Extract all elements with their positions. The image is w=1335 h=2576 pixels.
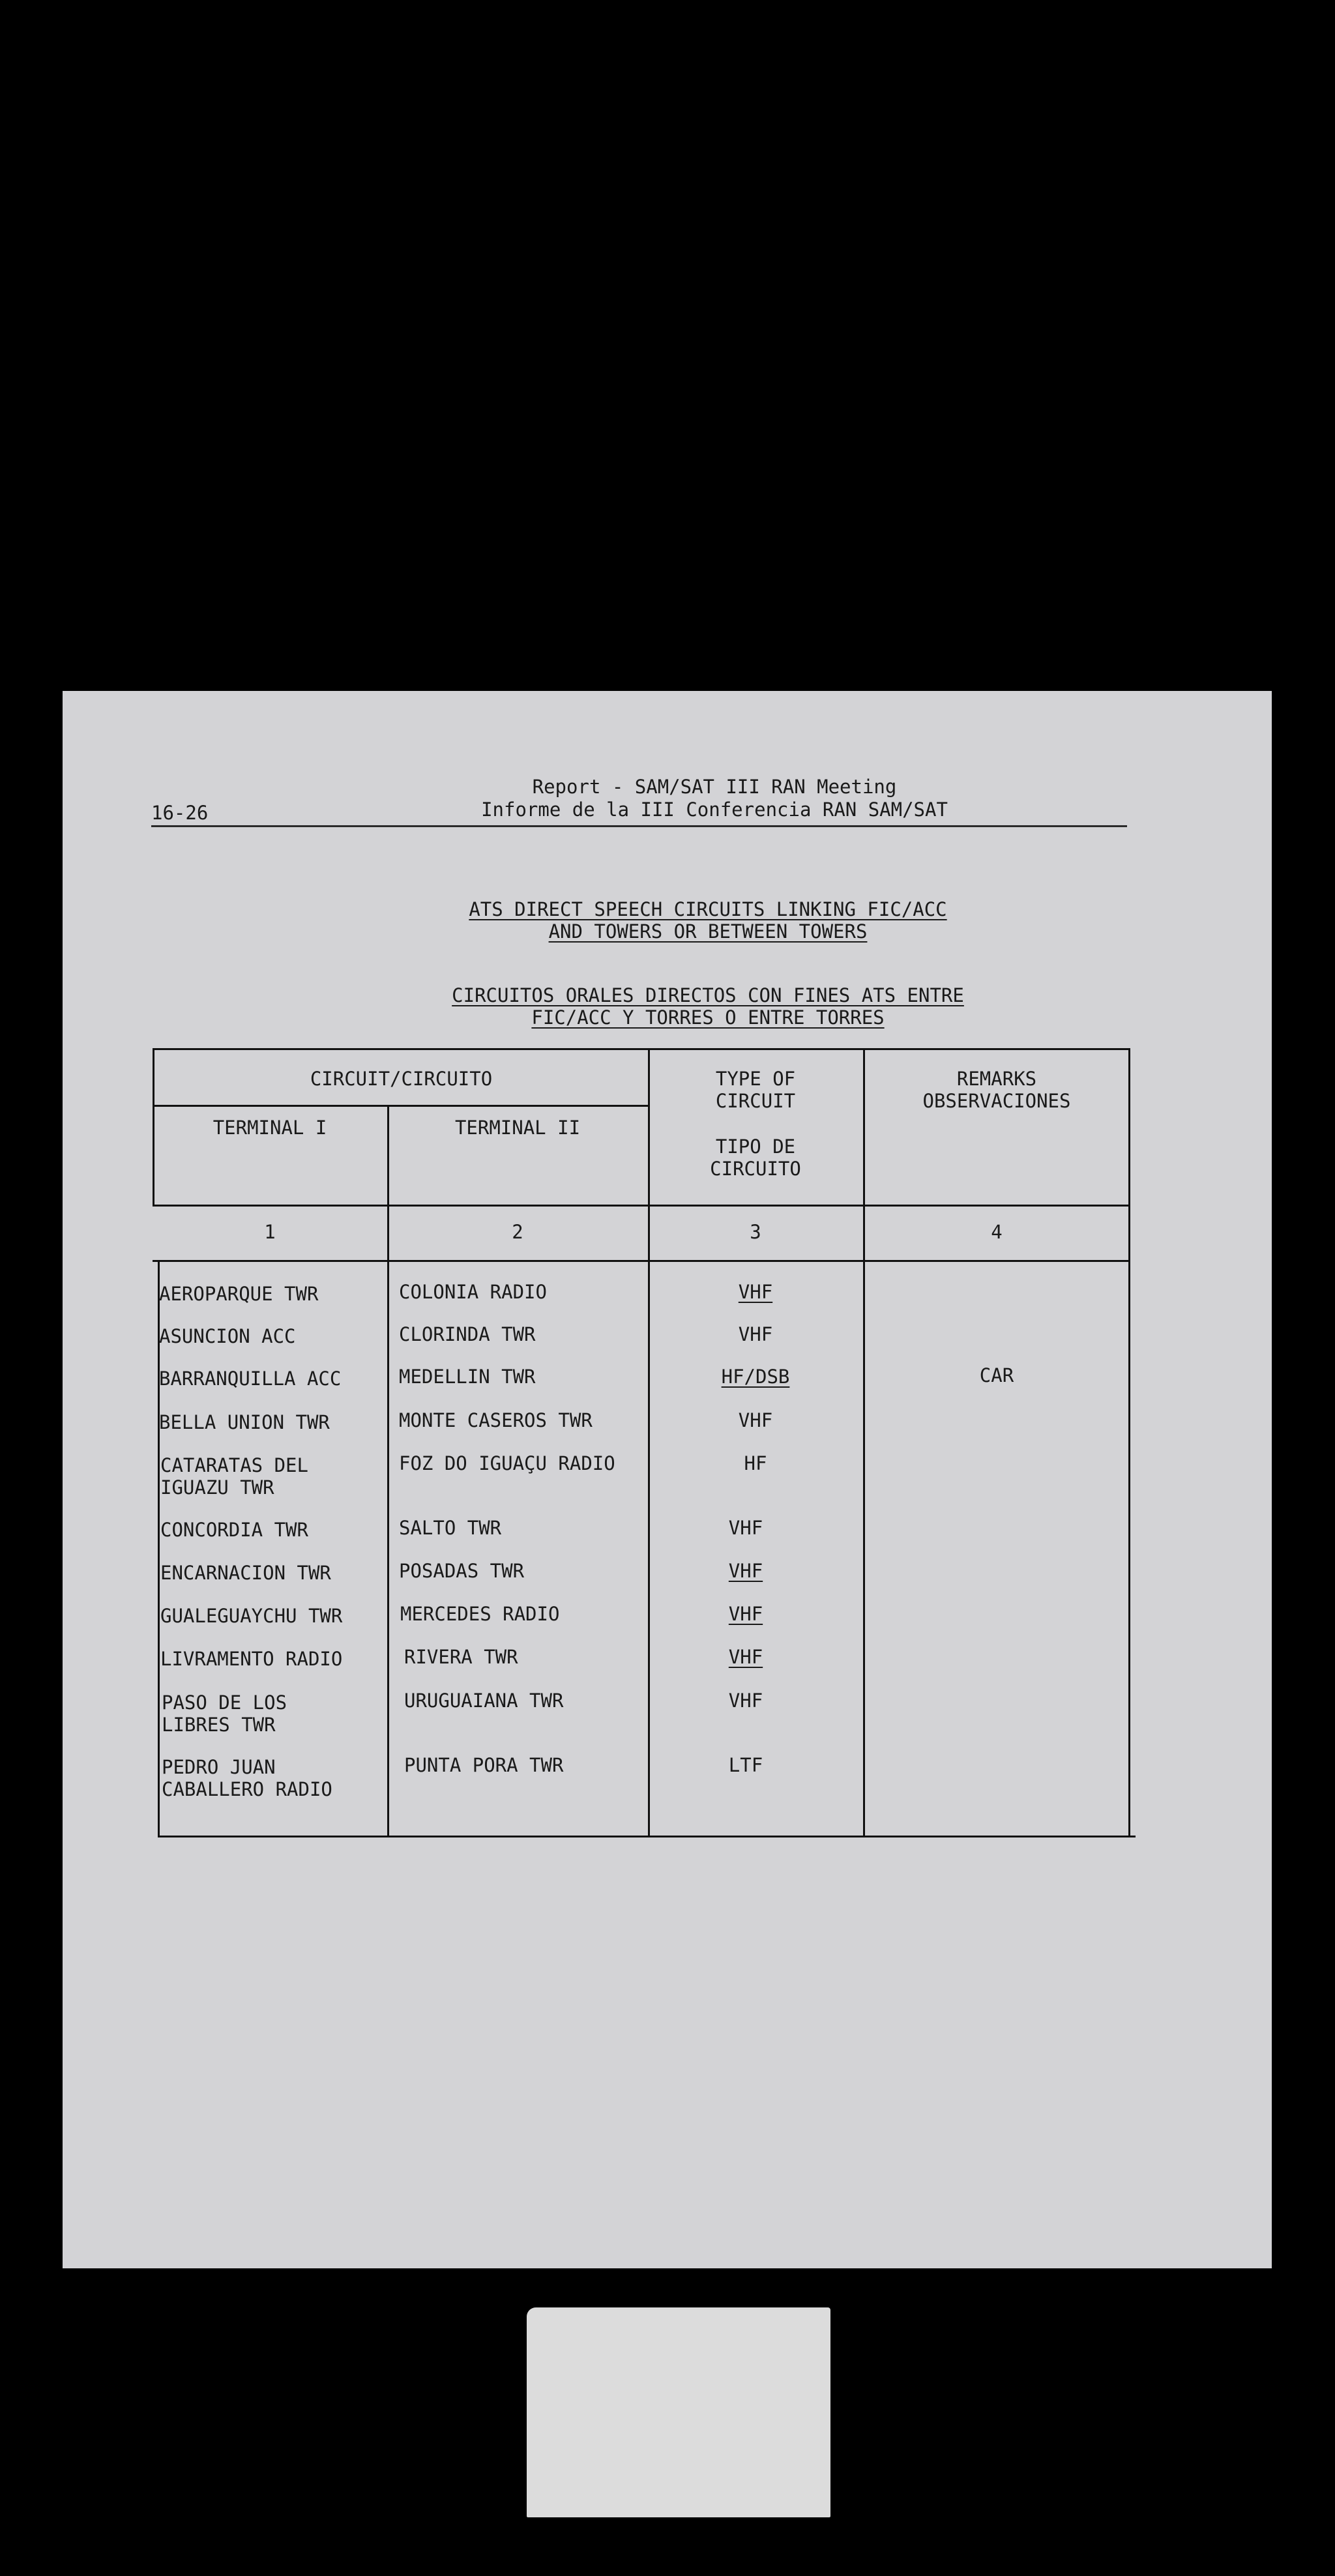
terminal-1-line2: CABALLERO RADIO: [162, 1778, 332, 1800]
terminal-2: COLONIA RADIO: [399, 1281, 547, 1303]
circuit-type: VHF: [728, 1517, 763, 1539]
header-remarks-en: REMARKS: [956, 1068, 1037, 1090]
header-type-es-2: CIRCUITO: [710, 1158, 801, 1180]
circuit-type: VHF: [738, 1323, 773, 1345]
group-header: CIRCUIT/CIRCUITO: [310, 1068, 493, 1090]
terminal-1-line1: ASUNCION ACC: [159, 1325, 296, 1347]
remarks: CAR: [979, 1364, 1014, 1386]
terminal-1-line1: CATARATAS DEL: [160, 1454, 308, 1476]
circuit-type: HF/DSB: [721, 1366, 790, 1388]
terminal-2: FOZ DO IGUAÇU RADIO: [399, 1452, 615, 1474]
circuit-type: VHF: [728, 1646, 763, 1668]
terminal-2: POSADAS TWR: [399, 1560, 525, 1582]
circuit-type: VHF: [728, 1560, 763, 1582]
terminal-2: PUNTA PORA TWR: [404, 1754, 564, 1776]
terminal-1-line1: GUALEGUAYCHU TWR: [160, 1605, 343, 1627]
terminal-1-line1: LIVRAMENTO RADIO: [160, 1648, 343, 1670]
table-vrule-col2: [387, 1105, 389, 1837]
terminal-1-line1: AEROPARQUE TWR: [159, 1283, 319, 1305]
terminal-1-line1: PEDRO JUAN: [162, 1756, 276, 1778]
column-number-4: 4: [991, 1221, 1003, 1243]
header-type-es-1: TIPO DE: [715, 1135, 796, 1158]
page-number: 16-26: [151, 802, 209, 824]
header-title-en: Report - SAM/SAT III RAN Meeting: [532, 776, 897, 798]
terminal-2: RIVERA TWR: [404, 1646, 518, 1668]
table-rule-numbers: [153, 1260, 1130, 1262]
circuit-type: VHF: [738, 1409, 773, 1431]
header-rule: [151, 825, 1127, 827]
circuit-type: HF: [744, 1452, 767, 1474]
terminal-2: URUGUAIANA TWR: [404, 1690, 564, 1712]
table-rule-top: [153, 1048, 1130, 1050]
terminal-1-line1: CONCORDIA TWR: [160, 1519, 308, 1541]
terminal-1-line2: LIBRES TWR: [162, 1714, 276, 1736]
table-rule-header: [153, 1205, 1130, 1207]
terminal-1-line1: PASO DE LOS: [162, 1691, 287, 1714]
circuits-table: [153, 1048, 1130, 1837]
header-terminal-1: TERMINAL I: [213, 1117, 327, 1139]
circuit-type: LTF: [728, 1754, 763, 1776]
terminal-1-line2: IGUAZU TWR: [160, 1476, 274, 1499]
table-rule-bottom: [158, 1836, 1136, 1837]
title-en-line2: AND TOWERS OR BETWEEN TOWERS: [548, 920, 868, 943]
circuit-type: VHF: [738, 1281, 773, 1303]
column-number-2: 2: [512, 1221, 523, 1243]
title-es-line1: CIRCUITOS ORALES DIRECTOS CON FINES ATS ENTRE: [452, 984, 964, 1006]
column-number-3: 3: [750, 1221, 761, 1243]
table-vrule-right: [1128, 1048, 1130, 1837]
terminal-2: CLORINDA TWR: [399, 1323, 536, 1345]
table-vrule-col4: [863, 1048, 865, 1837]
circuit-type: VHF: [728, 1603, 763, 1625]
header-title-es: Informe de la III Conferencia RAN SAM/SAT: [481, 798, 948, 821]
header-remarks-es: OBSERVACIONES: [922, 1090, 1071, 1112]
column-number-1: 1: [264, 1221, 276, 1243]
terminal-2: MONTE CASEROS TWR: [399, 1409, 593, 1431]
circuit-type: VHF: [728, 1690, 763, 1712]
terminal-2: SALTO TWR: [399, 1517, 502, 1539]
document-page: [63, 691, 1272, 2268]
terminal-1-line1: BELLA UNION TWR: [159, 1411, 330, 1433]
header-terminal-2: TERMINAL II: [454, 1117, 581, 1139]
blank-card: [527, 2307, 830, 2517]
terminal-2: MERCEDES RADIO: [400, 1603, 560, 1625]
header-type-en-1: TYPE OF: [715, 1068, 796, 1090]
table-rule-group: [153, 1105, 650, 1107]
terminal-2: MEDELLIN TWR: [399, 1366, 536, 1388]
title-es-line2: FIC/ACC Y TORRES O ENTRE TORRES: [531, 1006, 885, 1029]
title-en-line1: ATS DIRECT SPEECH CIRCUITS LINKING FIC/ACC: [469, 898, 947, 920]
terminal-1-line1: BARRANQUILLA ACC: [159, 1368, 342, 1390]
header-type-en-2: CIRCUIT: [715, 1090, 796, 1112]
terminal-1-line1: ENCARNACION TWR: [160, 1562, 331, 1584]
